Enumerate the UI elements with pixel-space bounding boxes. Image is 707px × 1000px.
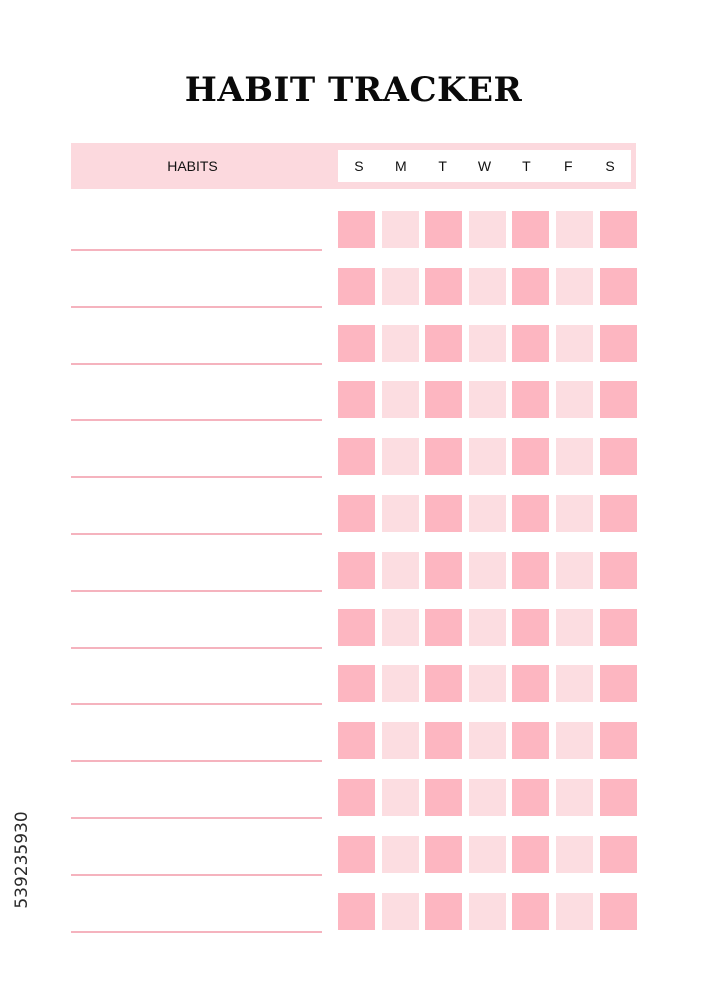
tracker-cell-r12-c2[interactable]: [425, 893, 462, 930]
tracker-cell-r10-c1[interactable]: [382, 779, 419, 816]
tracker-cell-r4-c2[interactable]: [425, 438, 462, 475]
tracker-cell-r10-c0[interactable]: [338, 779, 375, 816]
tracker-cell-r2-c6[interactable]: [600, 325, 637, 362]
tracker-cell-r1-c1[interactable]: [382, 268, 419, 305]
side-id-text: [12, 760, 32, 960]
tracker-cell-r11-c6[interactable]: [600, 836, 637, 873]
tracker-cell-r8-c3[interactable]: [469, 665, 506, 702]
tracker-cell-r0-c4[interactable]: [512, 211, 549, 248]
tracker-cell-r7-c0[interactable]: [338, 609, 375, 646]
tracker-cell-r12-c1[interactable]: [382, 893, 419, 930]
tracker-cell-r0-c5[interactable]: [556, 211, 593, 248]
tracker-cell-r3-c4[interactable]: [512, 381, 549, 418]
tracker-cell-r11-c4[interactable]: [512, 836, 549, 873]
tracker-cell-r8-c6[interactable]: [600, 665, 637, 702]
tracker-cell-r4-c3[interactable]: [469, 438, 506, 475]
tracker-cell-r6-c4[interactable]: [512, 552, 549, 589]
tracker-cell-r9-c2[interactable]: [425, 722, 462, 759]
tracker-cell-r8-c2[interactable]: [425, 665, 462, 702]
day-header-3: W: [477, 158, 492, 174]
tracker-cell-r1-c3[interactable]: [469, 268, 506, 305]
tracker-cell-r7-c5[interactable]: [556, 609, 593, 646]
tracker-cell-r0-c0[interactable]: [338, 211, 375, 248]
tracker-cell-r7-c1[interactable]: [382, 609, 419, 646]
tracker-cell-r3-c0[interactable]: [338, 381, 375, 418]
tracker-cell-r6-c1[interactable]: [382, 552, 419, 589]
tracker-cell-r7-c6[interactable]: [600, 609, 637, 646]
tracker-cell-r3-c5[interactable]: [556, 381, 593, 418]
tracker-cell-r7-c3[interactable]: [469, 609, 506, 646]
tracker-cell-r9-c5[interactable]: [556, 722, 593, 759]
tracker-cell-r10-c3[interactable]: [469, 779, 506, 816]
tracker-cell-r5-c1[interactable]: [382, 495, 419, 532]
tracker-cell-r12-c5[interactable]: [556, 893, 593, 930]
day-header-0: S: [354, 158, 364, 174]
tracker-cell-r8-c4[interactable]: [512, 665, 549, 702]
tracker-cell-r10-c2[interactable]: [425, 779, 462, 816]
habit-line-6[interactable]: [71, 590, 322, 592]
tracker-cell-r2-c2[interactable]: [425, 325, 462, 362]
tracker-cell-r1-c0[interactable]: [338, 268, 375, 305]
tracker-cell-r2-c4[interactable]: [512, 325, 549, 362]
tracker-cell-r0-c2[interactable]: [425, 211, 462, 248]
tracker-cell-r5-c4[interactable]: [512, 495, 549, 532]
habit-line-4[interactable]: [71, 476, 322, 478]
tracker-cell-r4-c4[interactable]: [512, 438, 549, 475]
tracker-cell-r8-c5[interactable]: [556, 665, 593, 702]
tracker-cell-r1-c6[interactable]: [600, 268, 637, 305]
habit-line-1[interactable]: [71, 306, 322, 308]
habit-line-2[interactable]: [71, 363, 322, 365]
tracker-cell-r12-c3[interactable]: [469, 893, 506, 930]
habit-line-5[interactable]: [71, 533, 322, 535]
tracker-cell-r3-c2[interactable]: [425, 381, 462, 418]
tracker-cell-r6-c6[interactable]: [600, 552, 637, 589]
tracker-cell-r8-c1[interactable]: [382, 665, 419, 702]
tracker-cell-r9-c6[interactable]: [600, 722, 637, 759]
tracker-cell-r4-c6[interactable]: [600, 438, 637, 475]
page-title: HABIT TRACKER: [184, 70, 523, 110]
day-header-4: T: [522, 158, 531, 174]
habits-header: HABITS: [167, 158, 218, 174]
tracker-cell-r9-c4[interactable]: [512, 722, 549, 759]
tracker-cell-r2-c0[interactable]: [338, 325, 375, 362]
day-header-6: S: [605, 158, 615, 174]
tracker-cell-r3-c1[interactable]: [382, 381, 419, 418]
habit-line-12[interactable]: [71, 931, 322, 933]
tracker-cell-r4-c1[interactable]: [382, 438, 419, 475]
habit-line-9[interactable]: [71, 760, 322, 762]
tracker-cell-r6-c0[interactable]: [338, 552, 375, 589]
tracker-cell-r7-c4[interactable]: [512, 609, 549, 646]
tracker-cell-r2-c1[interactable]: [382, 325, 419, 362]
day-header-5: F: [563, 158, 573, 174]
tracker-cell-r11-c3[interactable]: [469, 836, 506, 873]
tracker-cell-r9-c3[interactable]: [469, 722, 506, 759]
tracker-cell-r5-c3[interactable]: [469, 495, 506, 532]
tracker-cell-r1-c2[interactable]: [425, 268, 462, 305]
tracker-cell-r12-c4[interactable]: [512, 893, 549, 930]
tracker-cell-r6-c2[interactable]: [425, 552, 462, 589]
tracker-cell-r7-c2[interactable]: [425, 609, 462, 646]
tracker-cell-r11-c5[interactable]: [556, 836, 593, 873]
tracker-cell-r2-c5[interactable]: [556, 325, 593, 362]
tracker-cell-r0-c3[interactable]: [469, 211, 506, 248]
tracker-cell-r11-c1[interactable]: [382, 836, 419, 873]
side-id-label: 539235930: [12, 811, 32, 909]
tracker-cell-r11-c2[interactable]: [425, 836, 462, 873]
habit-line-11[interactable]: [71, 874, 322, 876]
tracker-cell-r3-c3[interactable]: [469, 381, 506, 418]
tracker-cell-r12-c6[interactable]: [600, 893, 637, 930]
tracker-cell-r5-c0[interactable]: [338, 495, 375, 532]
day-header-2: T: [438, 158, 447, 174]
tracker-cell-r10-c5[interactable]: [556, 779, 593, 816]
day-header-1: M: [394, 158, 407, 174]
tracker-cell-r5-c2[interactable]: [425, 495, 462, 532]
tracker-cell-r9-c0[interactable]: [338, 722, 375, 759]
tracker-cell-r1-c5[interactable]: [556, 268, 593, 305]
habit-line-7[interactable]: [71, 647, 322, 649]
tracker-cell-r6-c3[interactable]: [469, 552, 506, 589]
tracker-cell-r0-c6[interactable]: [600, 211, 637, 248]
tracker-cell-r4-c5[interactable]: [556, 438, 593, 475]
tracker-cell-r10-c6[interactable]: [600, 779, 637, 816]
tracker-cell-r11-c0[interactable]: [338, 836, 375, 873]
tracker-cell-r5-c5[interactable]: [556, 495, 593, 532]
tracker-cell-r4-c0[interactable]: [338, 438, 375, 475]
tracker-cell-r9-c1[interactable]: [382, 722, 419, 759]
tracker-cell-r0-c1[interactable]: [382, 211, 419, 248]
tracker-cell-r12-c0[interactable]: [338, 893, 375, 930]
days-header: [338, 150, 631, 182]
tracker-cell-r3-c6[interactable]: [600, 381, 637, 418]
tracker-cell-r10-c4[interactable]: [512, 779, 549, 816]
tracker-cell-r1-c4[interactable]: [512, 268, 549, 305]
tracker-cell-r8-c0[interactable]: [338, 665, 375, 702]
habit-line-3[interactable]: [71, 419, 322, 421]
habit-line-10[interactable]: [71, 817, 322, 819]
habit-line-8[interactable]: [71, 703, 322, 705]
tracker-cell-r5-c6[interactable]: [600, 495, 637, 532]
tracker-cell-r6-c5[interactable]: [556, 552, 593, 589]
tracker-cell-r2-c3[interactable]: [469, 325, 506, 362]
habit-line-0[interactable]: [71, 249, 322, 251]
